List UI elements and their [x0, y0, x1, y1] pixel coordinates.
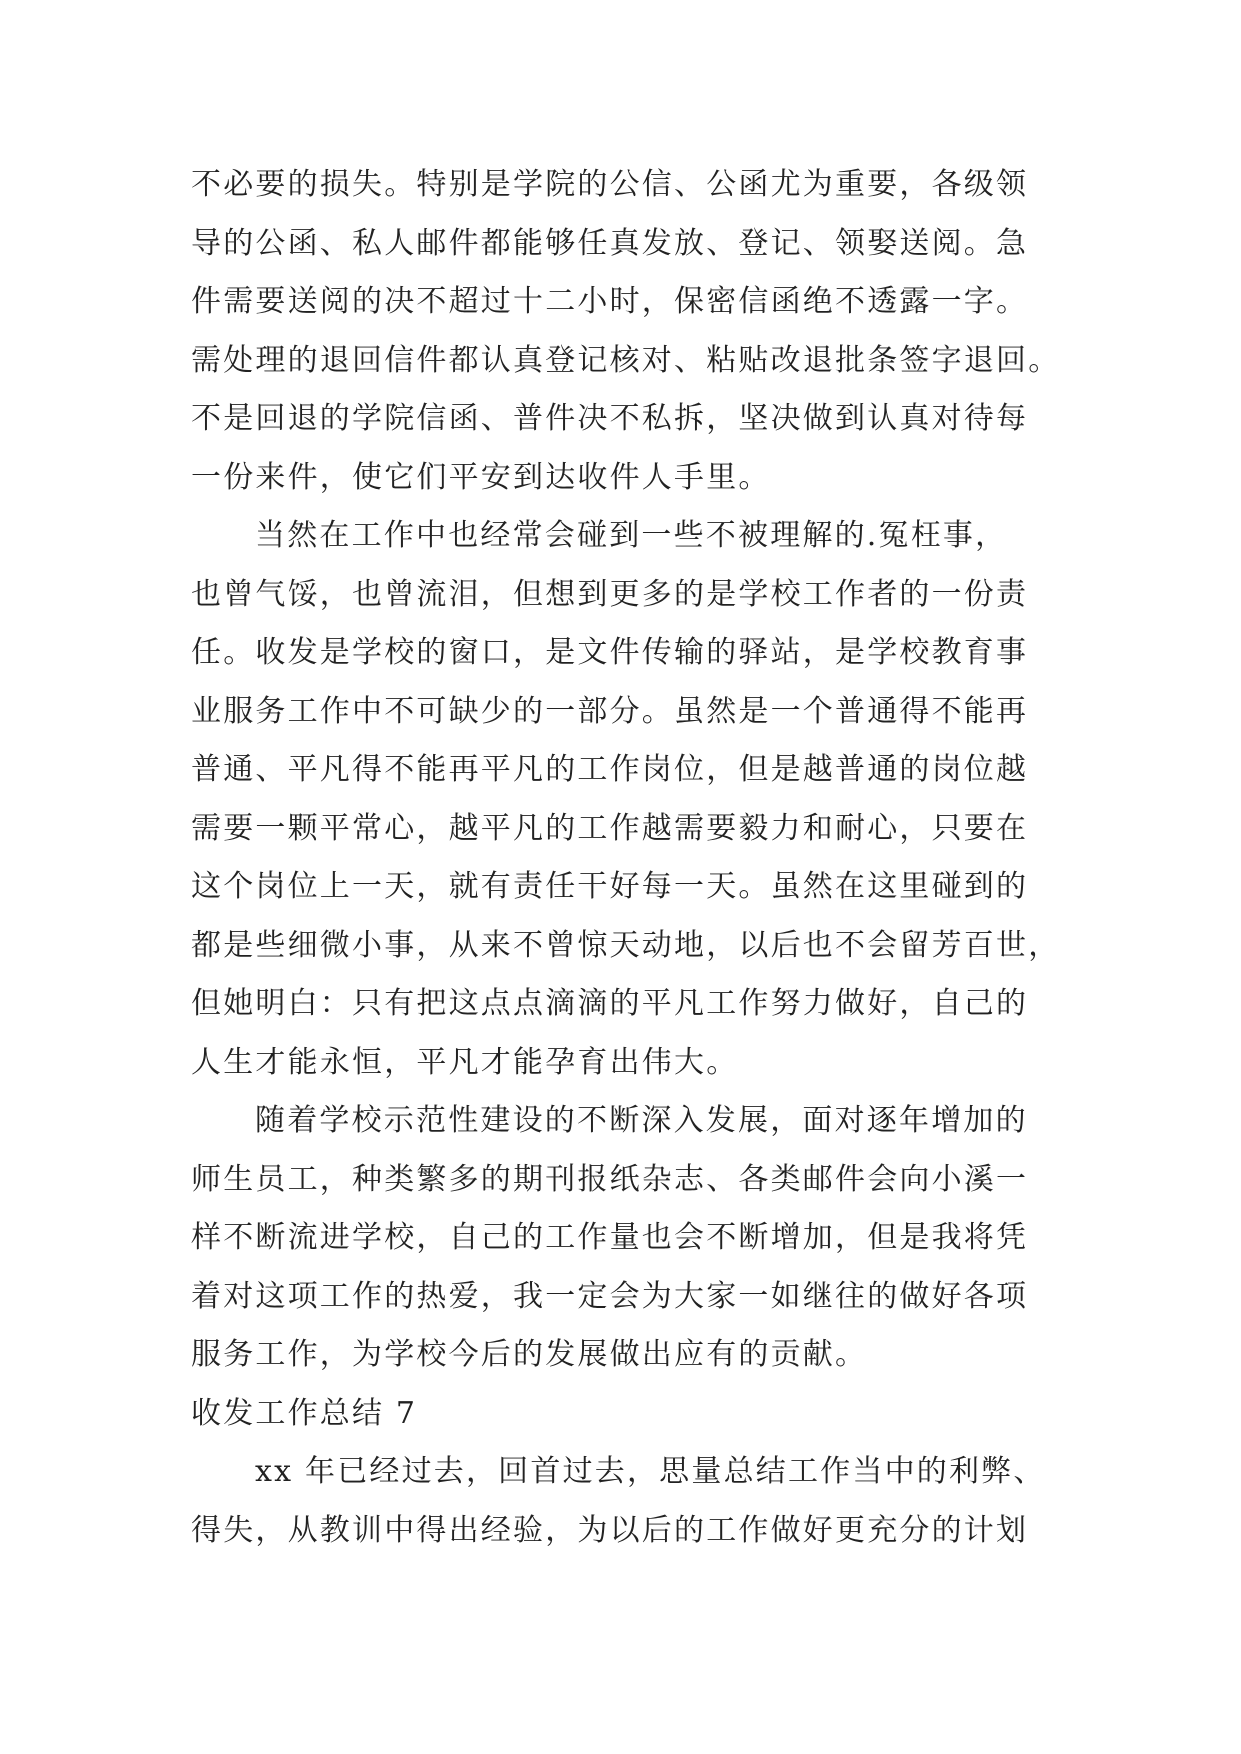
section-heading: 收发工作总结 7	[191, 1395, 418, 1431]
text-line: 着对这项工作的热爱，我一定会为大家一如继往的做好各项	[191, 1278, 1029, 1314]
text-line: 普通、平凡得不能再平凡的工作岗位，但是越普通的岗位越	[191, 752, 1029, 787]
paragraph-first-line: 随着学校示范性建设的不断深入发展，面对逐年增加的	[255, 1103, 1028, 1138]
text-line: 师生员工，种类繁多的期刊报纸杂志、各类邮件会向小溪一	[191, 1161, 1029, 1197]
text-line: 件需要送阅的决不超过十二小时，保密信函绝不透露一字。	[191, 284, 1029, 319]
text-line: 一份来件，使它们平安到达收件人手里。	[191, 459, 771, 495]
document-body	[191, 156, 1071, 1560]
text-line: 都是些细微小事，从来不曾惊天动地，以后也不会留芳百世，	[191, 927, 1061, 963]
text-line: 得失，从教训中得出经验，为以后的工作做好更充分的计划	[191, 1512, 1029, 1548]
text-line: 不是回退的学院信函、普件决不私拆，坚决做到认真对待每	[191, 401, 1029, 436]
text-line: 导的公函、私人邮件都能够任真发放、登记、领娶送阅。急	[191, 225, 1029, 261]
text-line: 任。收发是学校的窗口，是文件传输的驿站，是学校教育事	[191, 635, 1029, 670]
paragraph-first-line: 当然在工作中也经常会碰到一些不被理解的.冤枉事，	[255, 518, 1008, 553]
text-line: 人生才能永恒，平凡才能孕育出伟大。	[191, 1044, 739, 1080]
text-line: 业服务工作中不可缺少的一部分。虽然是一个普通得不能再	[191, 693, 1029, 729]
text-line: 样不断流进学校，自己的工作量也会不断增加，但是我将凭	[191, 1220, 1029, 1255]
text-line: 不必要的损失。特别是学院的公信、公函尤为重要，各级领	[191, 167, 1029, 202]
text-line: 但她明白：只有把这点点滴滴的平凡工作努力做好，自己的	[191, 986, 1029, 1021]
text-line: 服务工作，为学校今后的发展做出应有的贡献。	[191, 1337, 868, 1372]
text-line: 也曾气馁，也曾流泪，但想到更多的是学校工作者的一份责	[191, 576, 1029, 612]
text-line: 需要一颗平常心，越平凡的工作越需要毅力和耐心，只要在	[191, 810, 1029, 846]
paragraph-first-line: xx 年已经过去，回首过去，思量总结工作当中的利弊、	[255, 1454, 1046, 1489]
text-line: 这个岗位上一天，就有责任干好每一天。虽然在这里碰到的	[191, 869, 1029, 904]
text-line: 需处理的退回信件都认真登记核对、粘贴改退批条签字退回。	[191, 342, 1061, 378]
